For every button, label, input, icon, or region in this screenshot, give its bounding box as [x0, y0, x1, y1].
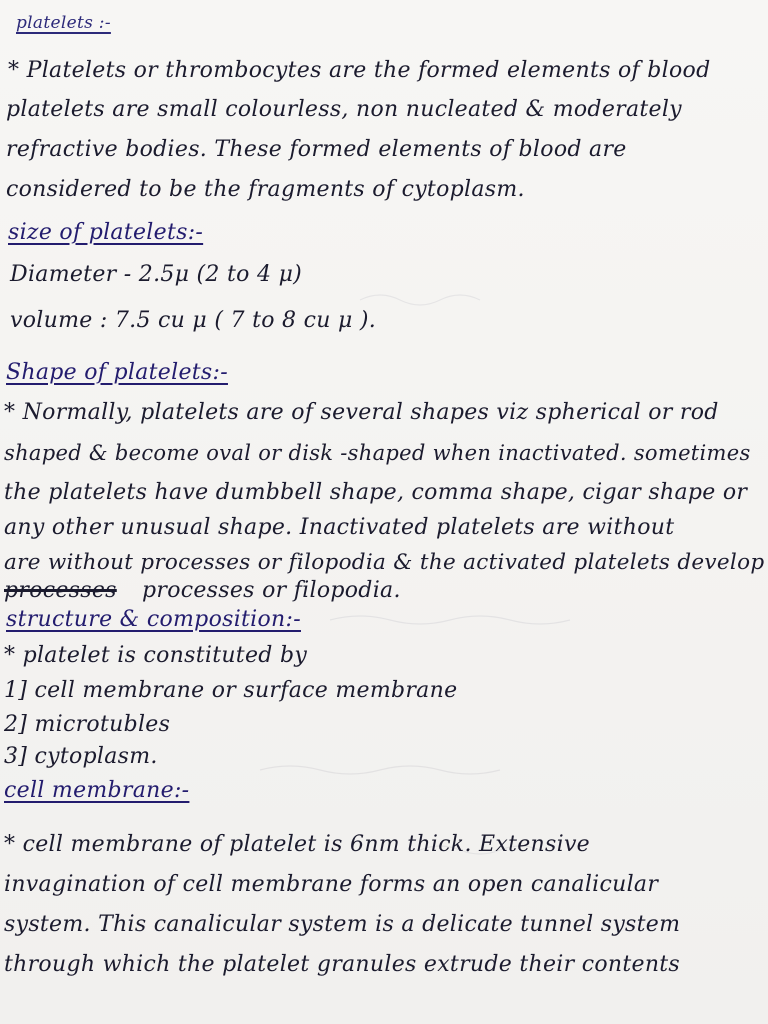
list-item: 2] microtubles: [4, 712, 171, 737]
paragraph-line: * cell membrane of platelet is 6nm thick. Extensive: [4, 832, 590, 857]
page-title: platelets :-: [16, 13, 111, 33]
paragraph-line: system. This canalicular system is a delicate tunnel system: [4, 912, 681, 937]
paragraph-line: are without processes or filopodia & the activated platelets develop: [4, 550, 765, 575]
paragraph-line: the platelets have dumbbell shape, comma shape, cigar shape or: [4, 480, 748, 505]
paragraph-line: invagination of cell membrane forms an open canalicular: [4, 872, 659, 897]
paragraph-line: through which the platelet granules extrude their contents: [4, 952, 681, 977]
section-heading-shape: Shape of platelets:-: [6, 360, 228, 385]
paragraph-line: platelets are small colourless, non nucleated & moderately: [6, 97, 682, 122]
paragraph-line: * Normally, platelets are of several shapes viz spherical or rod: [4, 400, 719, 425]
list-item: 1] cell membrane or surface membrane: [4, 678, 458, 703]
paragraph-line: * Platelets or thrombocytes are the formed elements of blood: [8, 58, 711, 83]
paragraph-line: [4, 578, 117, 604]
paragraph-line: any other unusual shape. Inactivated platelets are without: [4, 515, 675, 540]
volume-line: volume : 7.5 cu μ ( 7 to 8 cu μ ).: [10, 308, 377, 333]
struck-word: processes: [4, 578, 117, 603]
paragraph-line: shaped & become oval or disk -shaped when inactivated. sometimes: [4, 441, 751, 465]
paragraph-line: considered to be the fragments of cytoplasm.: [6, 177, 525, 202]
paragraph-line: * platelet is constituted by: [4, 643, 308, 668]
section-heading-size: size of platelets:-: [8, 220, 204, 245]
section-heading-structure: structure & composition:-: [6, 607, 301, 632]
paragraph-line: refractive bodies. These formed elements of blood are: [6, 137, 627, 162]
paragraph-line: processes or filopodia.: [142, 578, 401, 603]
section-heading-cell-membrane: cell membrane:-: [4, 778, 190, 803]
list-item: 3] cytoplasm.: [4, 744, 158, 769]
diameter-line: Diameter - 2.5μ (2 to 4 μ): [10, 262, 303, 287]
